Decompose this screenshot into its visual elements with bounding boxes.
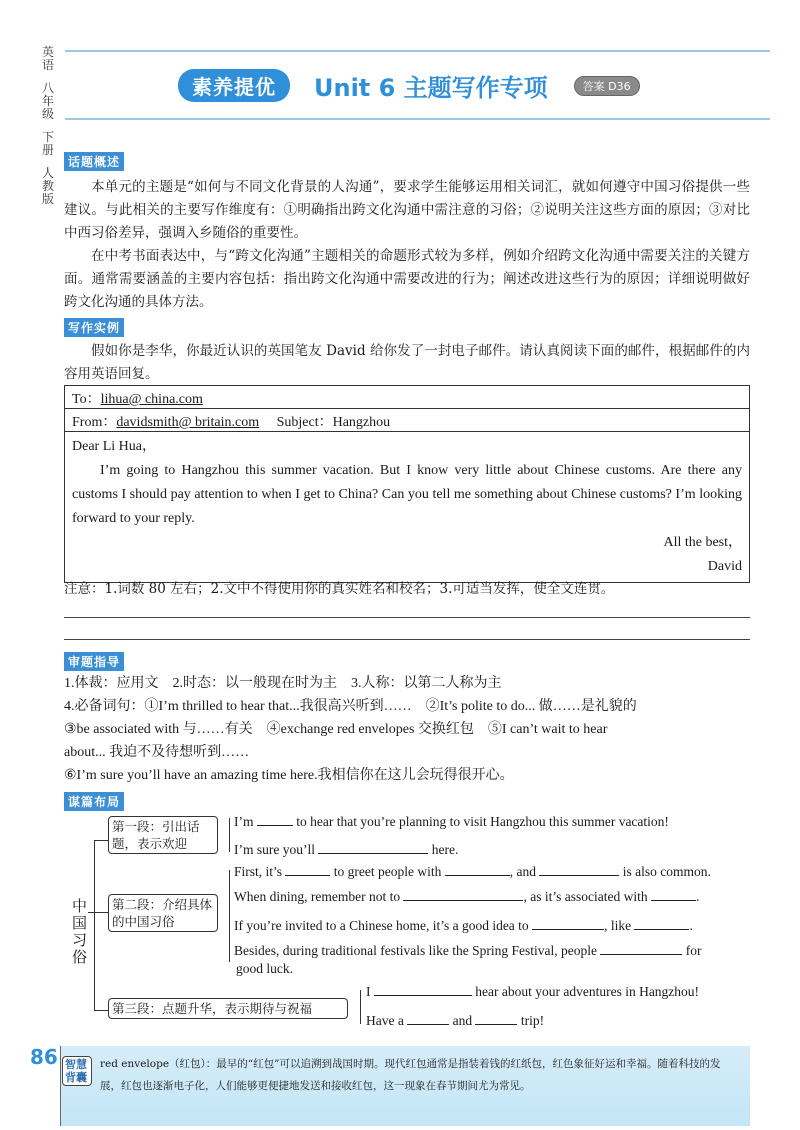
side-label: [40, 46, 56, 216]
para2-sentence-4: Besides, during traditional festivals like the Spring Festival, people for: [234, 943, 702, 958]
branch-line-3: [94, 1010, 108, 1011]
tag-guide: 审题指导: [64, 652, 124, 671]
wisdom-box-label: 智慧背囊: [62, 1056, 92, 1086]
brace-2: [229, 870, 230, 962]
side-grade: 八年级: [41, 81, 54, 121]
brace-3: [360, 990, 361, 1024]
email-to-row: [65, 386, 749, 409]
answer-line-2[interactable]: [64, 639, 750, 640]
email-signature: David: [707, 559, 742, 574]
page-header: [178, 68, 640, 103]
footer-text: red envelope（红包）：最早的“红包”可以追溯到战国时期。现代红包通常是指装着钱的红纸包，红色象征好运和幸福。随着科技的发展，红包也逐渐电子化，人们能够更便捷地发送和接收红包，这一现象在春节期间尤为常见。: [100, 1058, 721, 1092]
section-pill: 素养提优: [178, 69, 290, 102]
guide-line-2: 4.必备词句：①I’m thrilled to hear that...我很高兴听到…… ②It’s polite to do... 做……是礼貌的: [64, 699, 637, 714]
para3-sentence-1: I hear about your adventures in Hangzhou!: [366, 984, 700, 999]
guide-line-4: about... 我迫不及待想听到……: [64, 745, 250, 760]
email-closing: All the best，: [663, 535, 742, 550]
guide-line-1: 1.体裁：应用文 2.时态：以一般现在时为主 3.人称：以第二人称为主: [64, 676, 502, 691]
answer-badge: 答案 D36: [574, 76, 640, 96]
branch-line-2: [88, 912, 108, 913]
email-greeting: Dear Li Hua，: [72, 439, 156, 454]
answer-line-1[interactable]: [64, 617, 750, 618]
para2-sentence-2: When dining, remember not to , as it’s associated with .: [234, 889, 700, 904]
para2-sentence-3: If you’re invited to a Chinese home, it’s a good idea to , like .: [234, 918, 693, 933]
example-prompt: 假如你是李华，你最近认识的英国笔友 David 给你发了一封电子邮件。请认真阅读下面的邮件，根据邮件的内容用英语回复。: [64, 343, 750, 382]
para1-box: 第一段：引出话题，表示欢迎: [108, 816, 218, 854]
mind-map: [64, 812, 764, 1037]
to-label: To：: [72, 392, 101, 407]
branch-line-1: [94, 840, 108, 841]
example-note: 注意：1.词数 80 左右；2.文中不得使用你的真实姓名和校名；3.可适当发挥，使全文连贯。: [64, 581, 615, 597]
email-from-row: [65, 409, 749, 432]
subject-value: Hangzhou: [332, 415, 391, 430]
para2-sentence-1: First, it’s to greet people with , and is also common.: [234, 864, 711, 879]
side-volume: 下册: [41, 130, 54, 157]
overview-paragraph-1: 本单元的主题是“如何与不同文化背景的人沟通”，要求学生能够运用相关词汇，就如何遵守中国习俗提供一些建议。与此相关的主要写作维度有：①明确指出跨文化沟通中需注意的习俗；②说明关注这些方面的原因；③对比中西习俗差异，强调入乡随俗的重要性。: [64, 179, 750, 241]
guide-line-3: ③be associated with 与……有关 ④exchange red envelopes 交换红包 ⑤I can’t wait to hear: [64, 722, 608, 737]
para2-sentence-4-cont: good luck.: [236, 961, 293, 976]
guide-line-5: ⑥I’m sure you’ll have an amazing time here.我相信你在这儿会玩得很开心。: [64, 768, 514, 783]
from-address: davidsmith@ britain.com: [116, 415, 260, 430]
trunk-line: [94, 840, 95, 1010]
guide-block: [64, 672, 750, 787]
brace-1: [229, 818, 230, 852]
mind-root: 中国习俗: [72, 897, 88, 966]
tag-overview: 话题概述: [64, 152, 124, 171]
para2-box: 第二段：介绍具体的中国习俗: [108, 894, 218, 932]
to-address: lihua@ china.com: [100, 392, 203, 407]
para1-sentence-2: I’m sure you’ll here.: [234, 842, 459, 857]
header-rule-top: [65, 50, 770, 52]
para3-sentence-2: Have a and trip!: [366, 1013, 545, 1028]
page-number: 86: [30, 1045, 58, 1069]
overview-paragraph-2: 在中考书面表达中，与“跨文化沟通”主题相关的命题形式较为多样，例如介绍跨文化沟通中需要关注的关键方面。通常需要涵盖的主要内容包括：指出跨文化沟通中需要改进的行为；阐述改进这些行为的原因；详细说明做好跨文化沟通的具体方法。: [64, 248, 750, 310]
side-edition: 人教版: [41, 166, 54, 206]
email-body: [65, 432, 749, 582]
para3-box: 第三段：点题升华，表示期待与祝福: [108, 998, 348, 1019]
tag-example: 写作实例: [64, 318, 124, 337]
para1-sentence-1: I’m to hear that you’re planning to visit Hangzhou this summer vacation!: [234, 814, 669, 829]
header-rule-bottom: [65, 118, 770, 120]
subject-label: Subject：: [276, 415, 333, 430]
email-box: [64, 385, 750, 583]
email-text: I’m going to Hangzhou this summer vacation. But I know very little about Chinese customs. Are there any customs I should pay attention to when I get to China? Can you tell me something about Chinese customs? I’m looking forward to your reply.: [72, 463, 742, 526]
page-title: Unit 6 主题写作专项: [314, 74, 548, 102]
from-label: From：: [72, 415, 117, 430]
side-subject: 英语: [41, 45, 54, 72]
tag-layout: 谋篇布局: [64, 792, 124, 811]
